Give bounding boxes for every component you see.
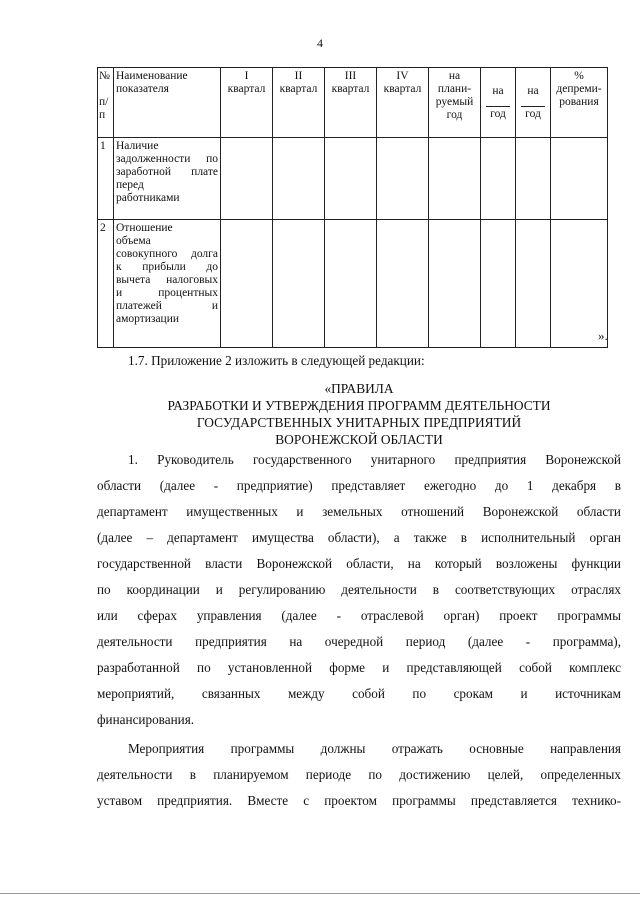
cell — [429, 220, 481, 348]
cell — [516, 138, 551, 220]
header-year-1 — [481, 68, 516, 138]
text-line: деятельности в планируемом периоде по достижению целей, определенных — [97, 767, 621, 782]
header-plan-line: год — [446, 109, 463, 121]
row-name-line: вычета налоговых — [116, 274, 218, 286]
row-name-line: к прибыли до — [116, 261, 218, 273]
cell — [221, 220, 273, 348]
blank-line — [486, 106, 510, 107]
text-line: или сферах управления (далее - отраслевой орган) проект программы — [97, 608, 621, 623]
title-line: ВОРОНЕЖСКОЙ ОБЛАСТИ — [275, 432, 443, 447]
text-line: государственной власти Воронежской области, на который возложены функции — [97, 556, 621, 571]
row-name — [114, 138, 221, 220]
cell — [325, 220, 377, 348]
row-name-line: Отношение — [116, 222, 173, 234]
header-q1-roman: I — [244, 70, 249, 82]
header-deprem — [551, 68, 608, 138]
table-row — [98, 220, 608, 348]
row-name-line: работниками — [116, 192, 180, 204]
page-number: 4 — [317, 36, 323, 50]
header-q1-label: квартал — [227, 83, 266, 95]
header-q3-label: квартал — [331, 83, 370, 95]
title-line: «ПРАВИЛА — [324, 381, 394, 396]
text-line: (далее – департамент имущества области), а также в исполнительный орган — [97, 530, 621, 545]
indicators-table — [97, 67, 608, 348]
text-line: 1. Руководитель государственного унитарного предприятия Воронежской — [128, 452, 621, 467]
header-plan-line: руемый — [435, 96, 474, 108]
header-q2-roman: II — [294, 70, 303, 82]
row-name-line: платежей и — [116, 300, 218, 312]
text-line: Мероприятия программы должны отражать основные направления — [128, 741, 621, 756]
cell — [273, 138, 325, 220]
header-plan-line: плани- — [437, 83, 472, 95]
cell — [516, 220, 551, 348]
header-q2 — [273, 68, 325, 138]
header-num-line: п/ — [99, 96, 109, 108]
header-q3 — [325, 68, 377, 138]
row-name-line: и процентных — [116, 287, 218, 299]
row-name-line: совокупного долга — [116, 248, 218, 260]
row-name-line: объема — [116, 235, 151, 247]
header-plan-line: на — [448, 70, 461, 82]
row-name-line: амортизации — [116, 313, 180, 325]
header-deprem-line: депреми- — [556, 83, 602, 95]
closing-quote: ». — [598, 328, 608, 343]
header-deprem-line: рования — [559, 96, 599, 108]
header-year-2-top: на — [527, 84, 539, 97]
row-num: 2 — [98, 220, 114, 348]
row-num: 1 — [98, 138, 114, 220]
table-row — [98, 138, 608, 220]
row-name-line: перед — [116, 179, 144, 191]
header-num — [98, 68, 114, 138]
header-year-2-bottom: год — [525, 107, 541, 120]
header-q1 — [221, 68, 273, 138]
title-line: РАЗРАБОТКИ И УТВЕРЖДЕНИЯ ПРОГРАММ ДЕЯТЕЛЬНОСТИ — [167, 398, 551, 413]
table-header-row — [98, 68, 608, 138]
header-q4 — [377, 68, 429, 138]
header-q3-roman: III — [344, 70, 357, 82]
text-line: разработанной по установленной форме и представляющей собой комплекс — [97, 660, 621, 675]
row-name-line: задолженности по — [116, 153, 218, 165]
header-year-2 — [516, 68, 551, 138]
paragraph-1-7: 1.7. Приложение 2 изложить в следующей редакции: — [128, 353, 425, 368]
cell — [429, 138, 481, 220]
header-num-line: п — [99, 109, 106, 121]
cell — [377, 220, 429, 348]
cell — [273, 220, 325, 348]
text-line: деятельности предприятия на очередной период (далее - программа), — [97, 634, 621, 649]
cell — [551, 138, 608, 220]
row-name-line: заработной плате — [116, 166, 218, 178]
text-line: уставом предприятия. Вместе с проектом программы представляется технико- — [97, 793, 621, 808]
header-q4-roman: IV — [396, 70, 409, 82]
scan-edge-line — [0, 893, 640, 894]
header-plan-year — [429, 68, 481, 138]
text-line: по координации и регулированию деятельности в соответствующих отраслях — [97, 582, 621, 597]
cell — [325, 138, 377, 220]
header-q4-label: квартал — [383, 83, 422, 95]
header-deprem-line: % — [574, 70, 584, 82]
cell — [377, 138, 429, 220]
header-year-1-bottom: год — [490, 107, 506, 120]
cell — [221, 138, 273, 220]
cell — [481, 220, 516, 348]
cell — [481, 138, 516, 220]
row-name-line: Наличие — [116, 140, 159, 152]
header-num-line: № — [99, 70, 110, 82]
row-name — [114, 220, 221, 348]
header-q2-label: квартал — [279, 83, 318, 95]
rules-title — [97, 380, 621, 448]
text-line: финансирования. — [97, 712, 195, 727]
text-line: мероприятий, связанных между собой по срокам и источникам — [97, 686, 621, 701]
header-year-1-top: на — [492, 84, 504, 97]
text-line: области (далее - предприятие) представляет ежегодно до 1 декабря в — [97, 478, 621, 493]
blank-line — [521, 106, 545, 107]
text-line: департамент имущественных и земельных отношений Воронежской области — [97, 504, 621, 519]
title-line: ГОСУДАРСТВЕННЫХ УНИТАРНЫХ ПРЕДПРИЯТИЙ — [196, 415, 522, 430]
header-name: Наименование показателя — [114, 68, 221, 138]
